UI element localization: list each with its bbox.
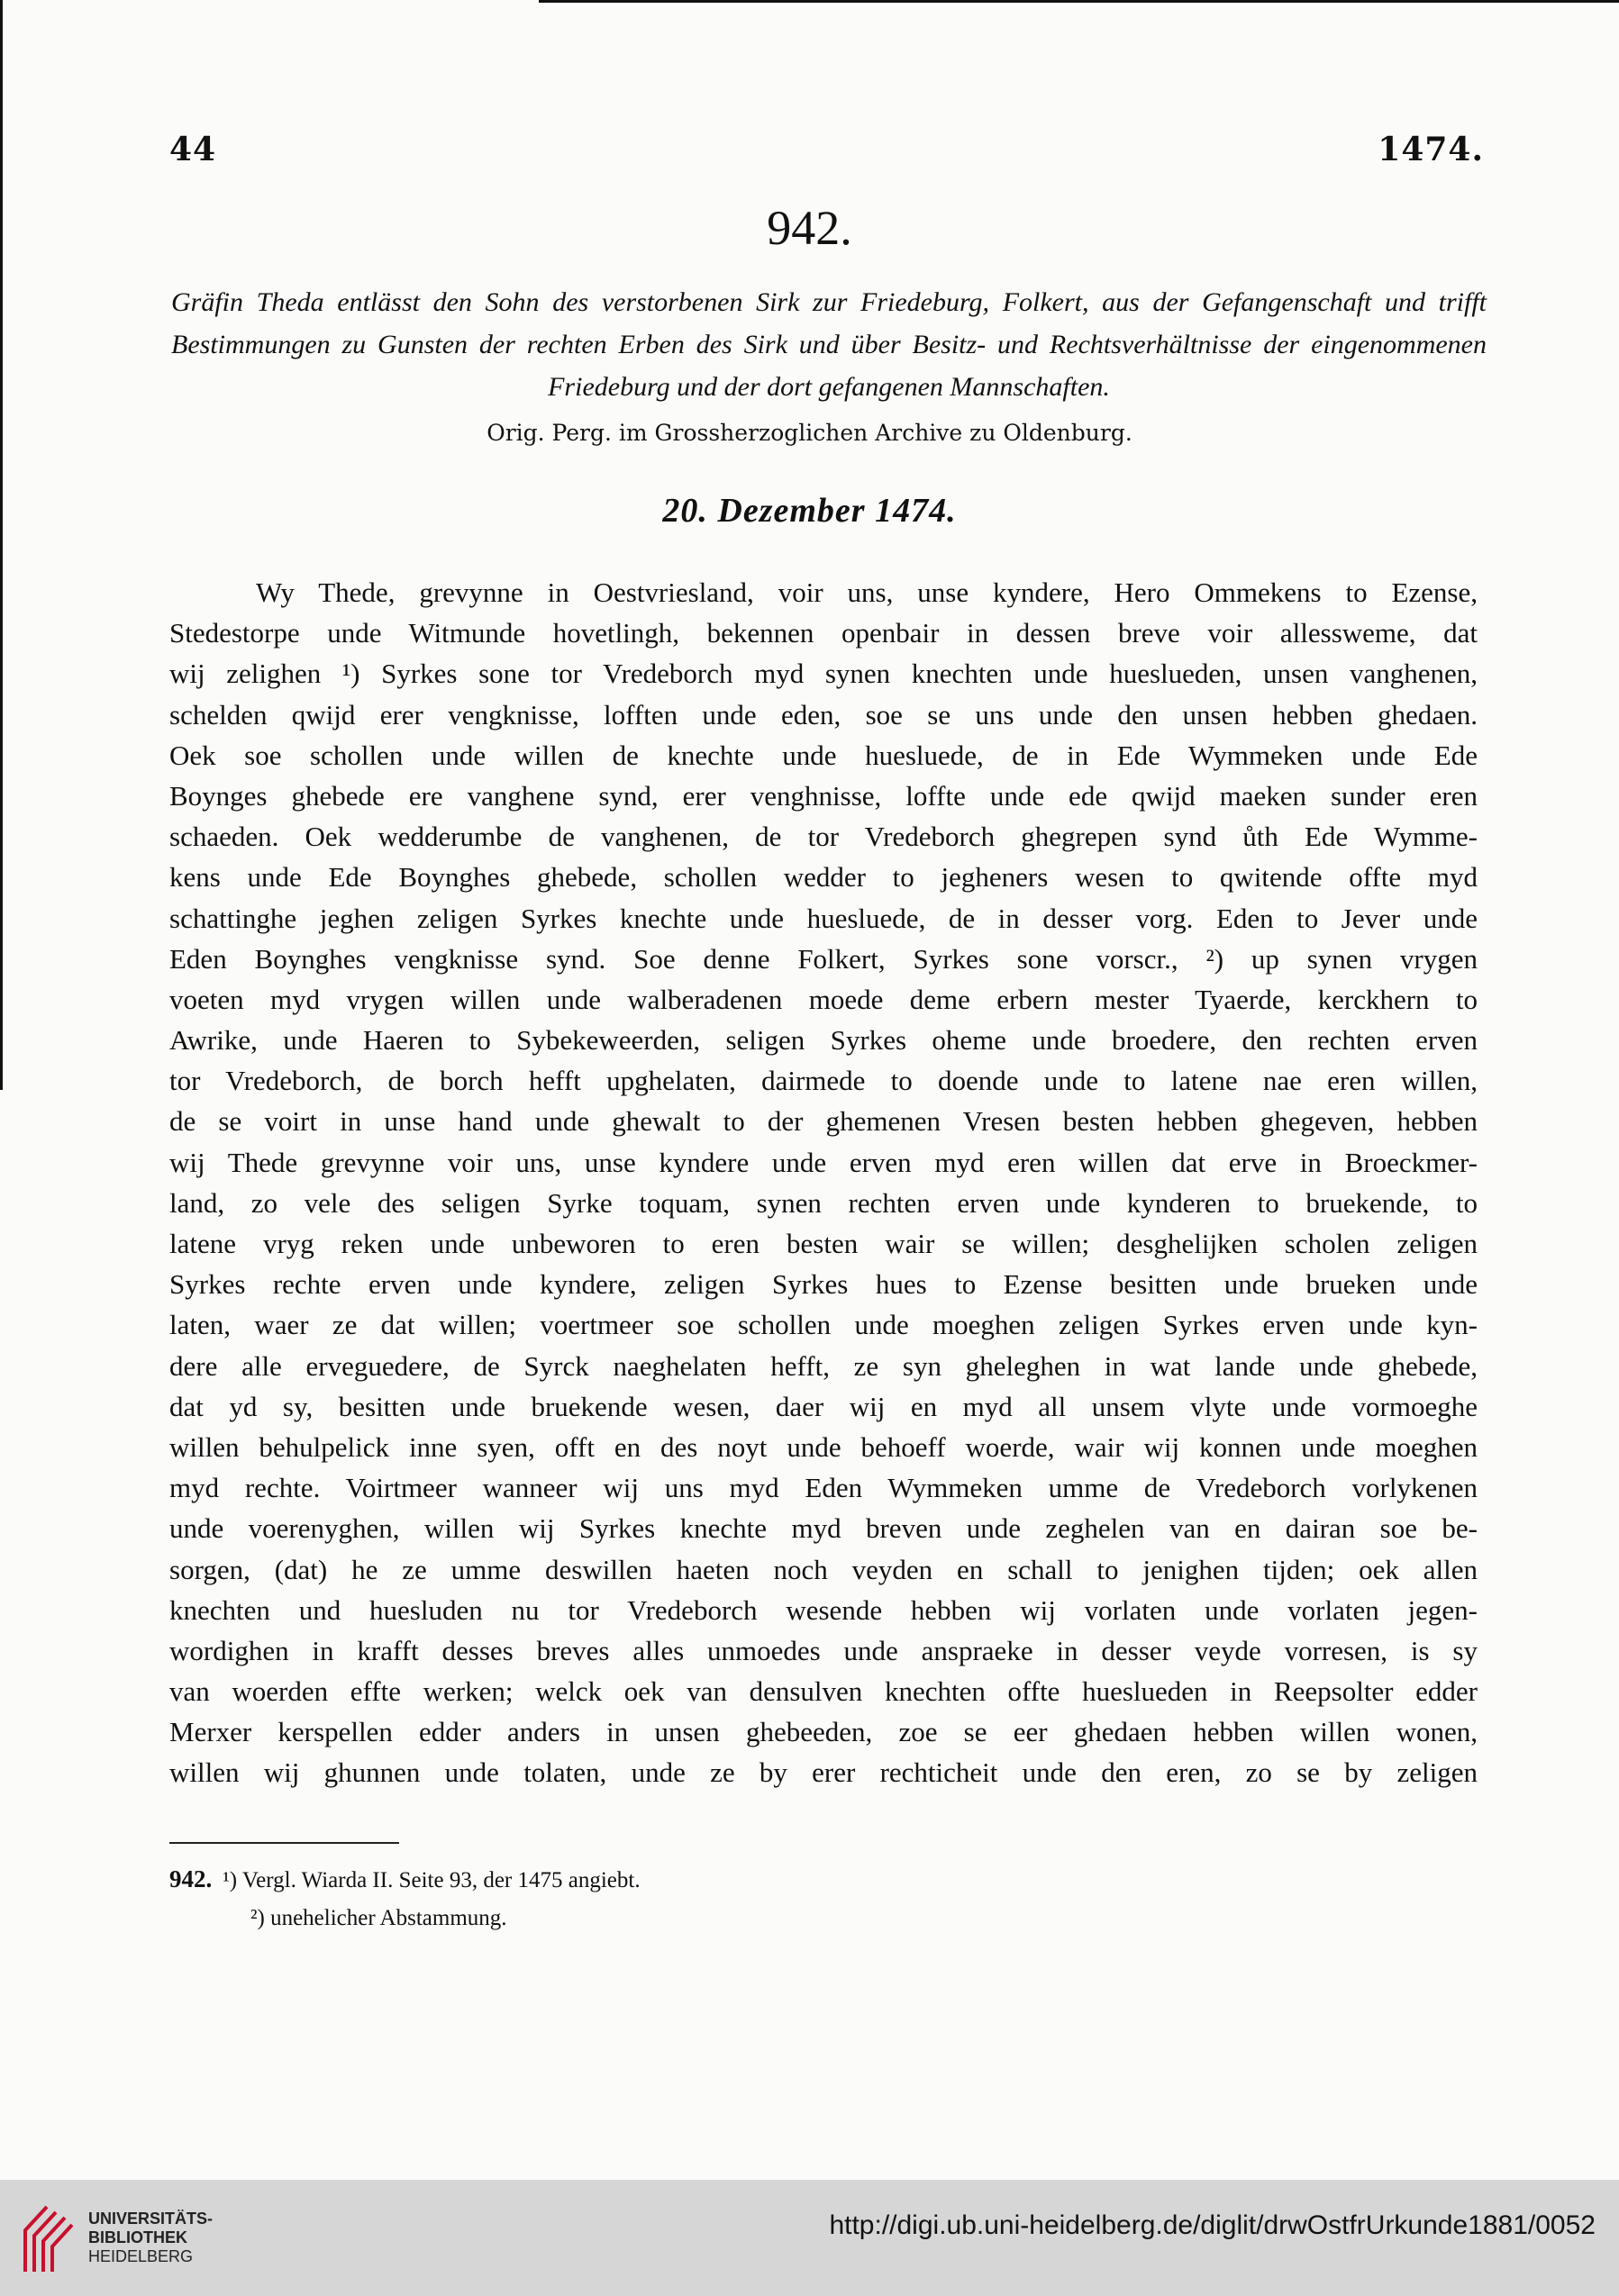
text-line: van woerden effte werken; welck oek van densulven knechten offte hueslueden in Reepsolter edder [169, 1675, 1478, 1708]
text-line: schattinghe jeghen zeligen Syrkes knechte unde huesluede, de in desser vorg. Eden to Jever unde [169, 902, 1478, 934]
text-line: sorgen, (dat) he ze umme deswillen haeten noch veyden en schall to jenighen tijden; oek allen [169, 1553, 1478, 1585]
text-line: laten, waer ze dat willen; voertmeer soe schollen unde moeghen zeligen Syrkes erven unde kyn- [169, 1309, 1478, 1341]
text-line: Boynges ghebede ere vanghene synd, erer venghnisse, loffte unde ede qwijd maeken sunder eren [169, 779, 1478, 812]
permalink-url[interactable]: http://digi.ub.uni-heidelberg.de/diglit/drwOstfrUrkunde1881/0052 [829, 2210, 1596, 2240]
document-number: 942. [767, 201, 852, 255]
text-line: kens unde Ede Boynghes ghebede, schollen wedder to jegheners wesen to qwitende offte myd [169, 861, 1478, 894]
text-line: Syrkes rechte erven unde kyndere, zeligen Syrkes hues to Ezense besitten unde brueken unde [169, 1268, 1478, 1301]
text-line: schelden qwijd erer vengknisse, lofften unde eden, soe se uns unde den unsen hebben ghedaen. [169, 698, 1478, 731]
document-source: Orig. Perg. im Grossherzoglichen Archive zu Oldenburg. [487, 420, 1132, 446]
library-name-line: UNIVERSITÄTS- [88, 2210, 214, 2228]
library-footer [0, 2180, 1619, 2296]
text-line: Stedestorpe unde Witmunde hovetlingh, bekennen openbair in dessen breve voir allessweme, dat [169, 617, 1478, 649]
text-line: Wy Thede, grevynne in Oestvriesland, voir uns, unse kyndere, Hero Ommekens to Ezense, [256, 576, 1478, 608]
text-line: Awrike, unde Haeren to Sybekeweerden, seligen Syrkes oheme unde broedere, den rechten erven [169, 1024, 1478, 1057]
text-line: latene vryg reken unde unbeworen to eren besten wair se willen; desghelijken scholen zeligen [169, 1228, 1478, 1259]
library-name-line: HEIDELBERG [88, 2247, 194, 2265]
text-line: tor Vredeborch, de borch hefft upghelaten, dairmede to doende unde to latene nae eren willen, [169, 1065, 1478, 1097]
footnote-text: ¹) Vergl. Wiarda II. Seite 93, der 1475 angiebt. [223, 1868, 641, 1892]
scan-border-left [0, 0, 3, 1090]
footnote-document-number: 942. [169, 1865, 213, 1892]
text-line: Eden Boynghes vengknisse synd. Soe denne Folkert, Syrkes sone vorscr., ²) up synen vrygen [169, 942, 1478, 975]
text-line: wij zelighen ¹) Syrkes sone tor Vredeborch myd synen knechten unde hueslueden, unsen vanghenen, [169, 658, 1478, 690]
footnote-divider [169, 1842, 399, 1844]
footnotes [169, 1860, 641, 1938]
text-line: schaeden. Oek wedderumbe de vanghenen, de tor Vredeborch ghegrepen synd ůth Ede Wymme- [169, 821, 1478, 853]
footnote-1 [169, 1860, 641, 1900]
scan-border-top [539, 0, 1619, 3]
text-line: voeten myd vrygen willen unde walberadenen moede deme erbern mester Tyaerde, kerckhern to [169, 983, 1478, 1015]
document-summary: Gräfin Theda entlässt den Sohn des verstorbenen Sirk zur Friedeburg, Folkert, aus der Gefangenschaft und trifft Bestimmungen zu Gunsten der rechten Erben des Sirk und über Besitz- und Rechtsverhältnisse der eingenommenen Friedeburg und der dort gefangenen Mannschaften. [171, 287, 1487, 402]
text-line: willen behulpelick inne syen, offt en des noyt unde behoeff woerde, wair wij konnen unde moeghen [169, 1430, 1478, 1463]
library-name-line: BIBLIOTHEK [88, 2228, 187, 2246]
library-logo-icon[interactable] [20, 2200, 76, 2275]
text-line: willen wij ghunnen unde tolaten, unde ze by erer rechticheit unde den eren, zo se by zeligen [169, 1756, 1478, 1789]
running-head-year: 1474. [1378, 131, 1484, 168]
document-date: 20. Dezember 1474. [662, 492, 957, 530]
text-line: de se voirt in unse hand unde ghewalt to der ghemenen Vresen besten hebben ghegeven, hebben [169, 1105, 1478, 1138]
text-line: dat yd sy, besitten unde bruekende wesen, daer wij en myd all unsem vlyte unde vormoeghe [169, 1390, 1478, 1422]
text-line: myd rechte. Voirtmeer wanneer wij uns myd Eden Wymmeken umme de Vredeborch vorlykenen [169, 1472, 1478, 1504]
text-line: unde voerenyghen, willen wij Syrkes knechte myd breven unde zeghelen van en dairan soe be- [169, 1512, 1478, 1545]
text-line: dere alle erveguedere, de Syrck naeghelaten hefft, ze syn gheleghen in wat lande unde ghebede, [169, 1349, 1478, 1382]
library-name[interactable] [88, 2210, 213, 2266]
text-line: land, zo vele des seligen Syrke toquam, synen rechten erven unde kynderen to bruekende, to [169, 1186, 1478, 1219]
text-line: Oek soe schollen unde willen de knechte unde huesluede, de in Ede Wymmeken unde Ede [169, 739, 1478, 771]
text-line: Merxer kerspellen edder anders in unsen ghebeeden, zoe se eer ghedaen hebben willen wonen, [169, 1716, 1478, 1748]
text-line: wij Thede grevynne voir uns, unse kyndere unde erven myd eren willen dat erve in Broeckmer- [169, 1146, 1478, 1178]
page-number: 44 [169, 131, 217, 168]
text-line: wordighen in krafft desses breves alles unmoedes unde anspraeke in desser veyde vorresen, is sy [169, 1634, 1478, 1666]
charter-text [169, 572, 1478, 1793]
text-line: knechten und huesluden nu tor Vredeborch wesende hebben wij vorlaten unde vorlaten jegen- [169, 1593, 1478, 1626]
footnote-2: ²) unehelicher Abstammung. [250, 1906, 507, 1930]
